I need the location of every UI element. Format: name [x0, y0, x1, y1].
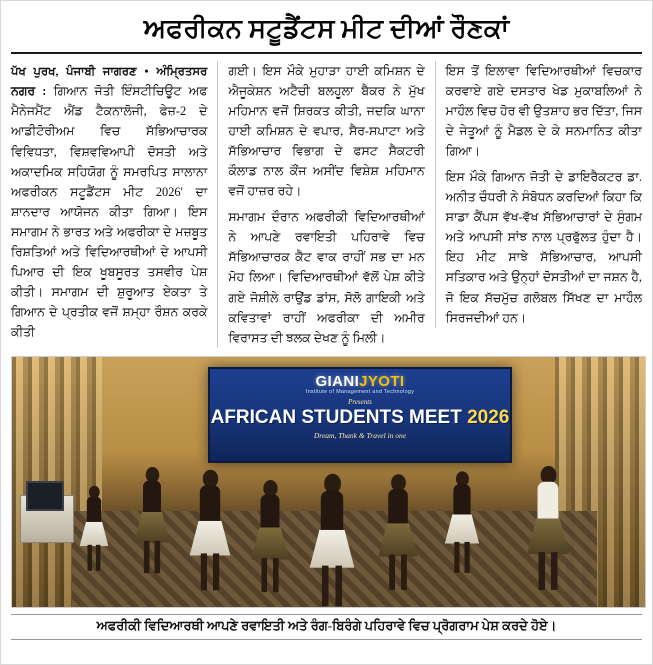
performer-skirt [310, 530, 355, 568]
performer-skirt [527, 518, 569, 554]
performer-legs [201, 553, 219, 590]
performer-skirt [251, 527, 289, 559]
screen-subbrand: Institute of Management and Technology [305, 388, 415, 395]
article-column-3 [435, 61, 642, 328]
monitor-screen-icon [26, 481, 64, 511]
performer-legs [88, 545, 101, 571]
performer-skirt [445, 514, 479, 543]
paragraph: ਗਈ। ਇਸ ਮੌਕੇ ਮੁਹਾੜਾ ਹਾਈ ਕਮਿਸ਼ਨ ਦੇ ਐਜੂਕੇਸ਼ਨ ਅਟੈਚੀ ਬਲਹੂਲਾ ਬੈਕਰ ਨੇ ਮੁੱਖ ਮਹਿਮਾਨ ਵਜੋਂ ਸ਼ਿਰਕਤ ਕੀਤੀ, ਜਦਕਿ ਘਾਨਾ ਹਾਈ ਕਮਿਸ਼ਨ ਦੇ ਵਪਾਰ, ਸੈਰ-ਸਪਾਟਾ ਅਤੇ ਸੱਭਿਆਚਾਰ ਵਿਭਾਗ ਦੇ ਫਸਟ ਸੈਕਟਰੀ ਕੌਲਾਡ ਨਾਲ ਕੌਂਜ ਅਸੀਂਦ ਵਿਸ਼ੇਸ਼ ਮਹਿਮਾਨ ਵਜੋਂ ਹਾਜ਼ਰ ਰਹੇ। [228, 63, 425, 199]
byline-desk: ਅੰਮ੍ਰਿਤਸਰ [156, 64, 208, 78]
screen-presents: Presents [348, 397, 372, 406]
headline-divider [11, 52, 642, 54]
article-columns [11, 61, 642, 348]
screen-brand-accent: JYOTI [359, 372, 405, 390]
performer-legs [322, 565, 342, 605]
performer-torso [321, 490, 343, 535]
screen-event-title [210, 408, 510, 428]
screen-brand-main: GIANI [315, 372, 360, 390]
paragraph: ਗਿਆਨ ਜੋਤੀ ਇੰਸਟੀਚਿਊਟ ਅਫ ਮੈਨੇਜਮੈਂਟ ਐਂਡ ਟੈਕਨਾਲੋਜੀ, ਫੇਜ਼-2 ਦੇ ਆਡੀਟੋਰੀਅਮ ਵਿਚ ਸੱਭਿਆਚਾਰਕ ਵਿਵਿਧਤਾ, ਵਿਸ਼ਵਵਿਆਪੀ ਦੋਸਤੀ ਅਤੇ ਅਕਾਦਮਿਕ ਸਹਿਯੋਗ ਨੂੰ ਸਮਰਪਿਤ ਸਾਲਾਨਾ ਅਫਰੀਕਨ ਸਟੂਡੈਂਟਸ ਮੀਟ 2026' ਦਾ ਸ਼ਾਨਦਾਰ ਆਯੋਜਨ ਕੀਤਾ ਗਿਆ। ਇਸ ਸਮਾਗਮ ਨੇ ਭਾਰਤ ਅਤੇ ਅਫਰੀਕਾ ਦੇ ਮਜ਼ਬੂਤ ਰਿਸ਼ਤਿਆਂ ਅਤੇ ਵਿਦਿਆਰਥੀਆਂ ਦੇ ਆਪਸੀ ਪਿਆਰ ਦੀ ਇਕ ਖੂਬਸੂਰਤ ਤਸਵੀਰ ਪੇਸ਼ ਕੀਤੀ। ਸਮਾਗਮ ਦੀ ਸ਼ੁਰੂਆਤ ਏਕਤਾ ਤੇ ਗਿਆਨ ਦੇ ਪ੍ਰਤੀਕ ਵਜੋਂ ਸ਼ਮ੍ਹਾ ਰੌਸ਼ਨ ਕਰਕੇ ਕੀਤੀ [11, 84, 208, 340]
performer [527, 466, 569, 592]
performer-legs [454, 542, 469, 573]
article-column-2 [217, 61, 424, 348]
performer [378, 474, 417, 592]
performer-skirt [378, 523, 417, 556]
photo-caption-bar [11, 614, 642, 640]
article-photo [11, 356, 646, 608]
paragraph: ਇਸ ਮੌਕੇ ਗਿਆਨ ਜੋਤੀ ਦੇ ਡਾਇਰੈਕਟਰ ਡਾ. ਅਨੀਤ ਚੌਧਰੀ ਨੇ ਸੰਬੋਧਨ ਕਰਦਿਆਂ ਕਿਹਾ ਕਿ ਸਾਡਾ ਕੈਂਪਸ ਵੱਖ-ਵੱਖ ਸੱਭਿਆਚਾਰਾਂ ਦੇ ਸੁੰਗਮ ਅਤੇ ਆਪਸੀ ਸਾਂਝ ਨਾਲ ਪ੍ਰਫੁੱਲਤ ਹੁੰਦਾ ਹੈ। ਇਹ ਮੀਟ ਸਾਝੇ ਸੱਭਿਆਚਾਰ, ਆਪਸੀ ਸਤਿਕਾਰ ਅਤੇ ਉਨ੍ਹਾਂ ਦੋਸਤੀਆਂ ਦਾ ਜਸ਼ਨ ਹੈ, ਜੋ ਇਕ ਸੱਚਮੁੱਚ ਗਲੋਬਲ ਸਿੱਖਣ ਦਾ ਮਾਹੌਲ ਸਿਰਜਦੀਆਂ ਹਨ। [445, 169, 642, 325]
performer-skirt [134, 512, 170, 543]
performer-torso [538, 482, 559, 524]
performer [310, 474, 355, 608]
screen-event-year: 2026 [467, 406, 510, 428]
performer [80, 486, 109, 572]
screen-event-line: AFRICAN STUDENTS MEET [210, 406, 462, 428]
stage-led-screen [208, 367, 512, 463]
performer-torso [453, 484, 470, 518]
performer-torso [261, 494, 280, 532]
performer-torso [143, 480, 161, 516]
performer-skirt [190, 521, 231, 556]
performer-legs [389, 554, 407, 589]
performer-skirt [80, 522, 109, 546]
performer [251, 480, 289, 594]
performer [445, 471, 479, 574]
column-1-body [11, 61, 207, 343]
screen-tagline: Dream, Thank & Travel in one [313, 430, 407, 440]
page-title: ਅਫਰੀਕਨ ਸਟੂਡੈਂਟਸ ਮੀਟ ਦੀਆਂ ਰੌਣਕਾਂ [143, 14, 510, 43]
performer-torso [388, 489, 408, 528]
photo-caption: ਅਫਰੀਕੀ ਵਿਦਿਆਰਥੀ ਆਪਣੇ ਰਵਾਇਤੀ ਅਤੇ ਰੰਗ-ਬਿਰੰਗੇ ਪਹਿਰਾਵੇ ਵਿਚ ਪ੍ਰੋਗਰਾਮ ਪੇਸ਼ ਕਰਦੇ ਹੋਏ। [96, 617, 557, 633]
screen-brand [210, 373, 510, 390]
performer-legs [539, 552, 558, 590]
performer-torso [87, 496, 101, 525]
performer-torso [200, 485, 220, 526]
byline-separator: • [144, 64, 149, 78]
byline-authors: ਪੱਖ ਪੁਰਖ, ਪੰਜਾਬੀ ਜਾਗਰਣ [11, 64, 137, 78]
dateline: ਨਗਰ : [11, 84, 47, 99]
performer [134, 467, 170, 575]
article-column-1 [11, 61, 207, 343]
paragraph: ਇਸ ਤੋਂ ਇਲਾਵਾ ਵਿਦਿਆਰਥੀਆਂ ਵਿਚਕਾਰ ਕਰਵਾਏ ਗਏ ਦਸਤਾਰ ਖੇਡ ਮੁਕਾਬਲਿਆਂ ਨੇ ਮਾਹੌਲ ਵਿਚ ਹੋਰ ਵੀ ਉਤਸ਼ਾਹ ਭਰ ਦਿੱਤਾ, ਜਿਸ ਦੇ ਜੇਤੂਆਂ ਨੂੰ ਮੈਡਲ ਦੇ ਕੇ ਸਨਮਾਨਿਤ ਕੀਤਾ ਗਿਆ। [445, 63, 642, 158]
performer [190, 470, 231, 592]
performer-legs [144, 541, 160, 573]
paragraph: ਸਮਾਗਮ ਦੌਰਾਨ ਅਫਰੀਕੀ ਵਿਦਿਆਰਥੀਆਂ ਨੇ ਆਪਣੇ ਰਵਾਇਤੀ ਪਹਿਰਾਵੇ ਵਿਚ ਸੱਭਿਆਚਾਰਕ ਕੈਟ ਵਾਕ ਰਾਹੀਂ ਸਭ ਦਾ ਮਨ ਮੋਹ ਲਿਆ। ਵਿਦਿਆਰਥੀਆਂ ਵੱਲੋਂ ਪੇਸ਼ ਕੀਤੇ ਗਏ ਜੋਸ਼ੀਲੇ ਰਾਉਂਡ ਡਾਂਸ, ਸੋਲੋ ਗਾਇਕੀ ਅਤੇ ਕਵਿਤਾਵਾਂ ਰਾਹੀਂ ਅਫਰੀਕਾ ਦੀ ਅਮੀਰ ਵਿਰਾਸਤ ਦੀ ਝਲਕ ਦੇਖਣ ਨੂੰ ਮਿਲੀ। [228, 210, 425, 345]
performer-legs [261, 558, 278, 592]
